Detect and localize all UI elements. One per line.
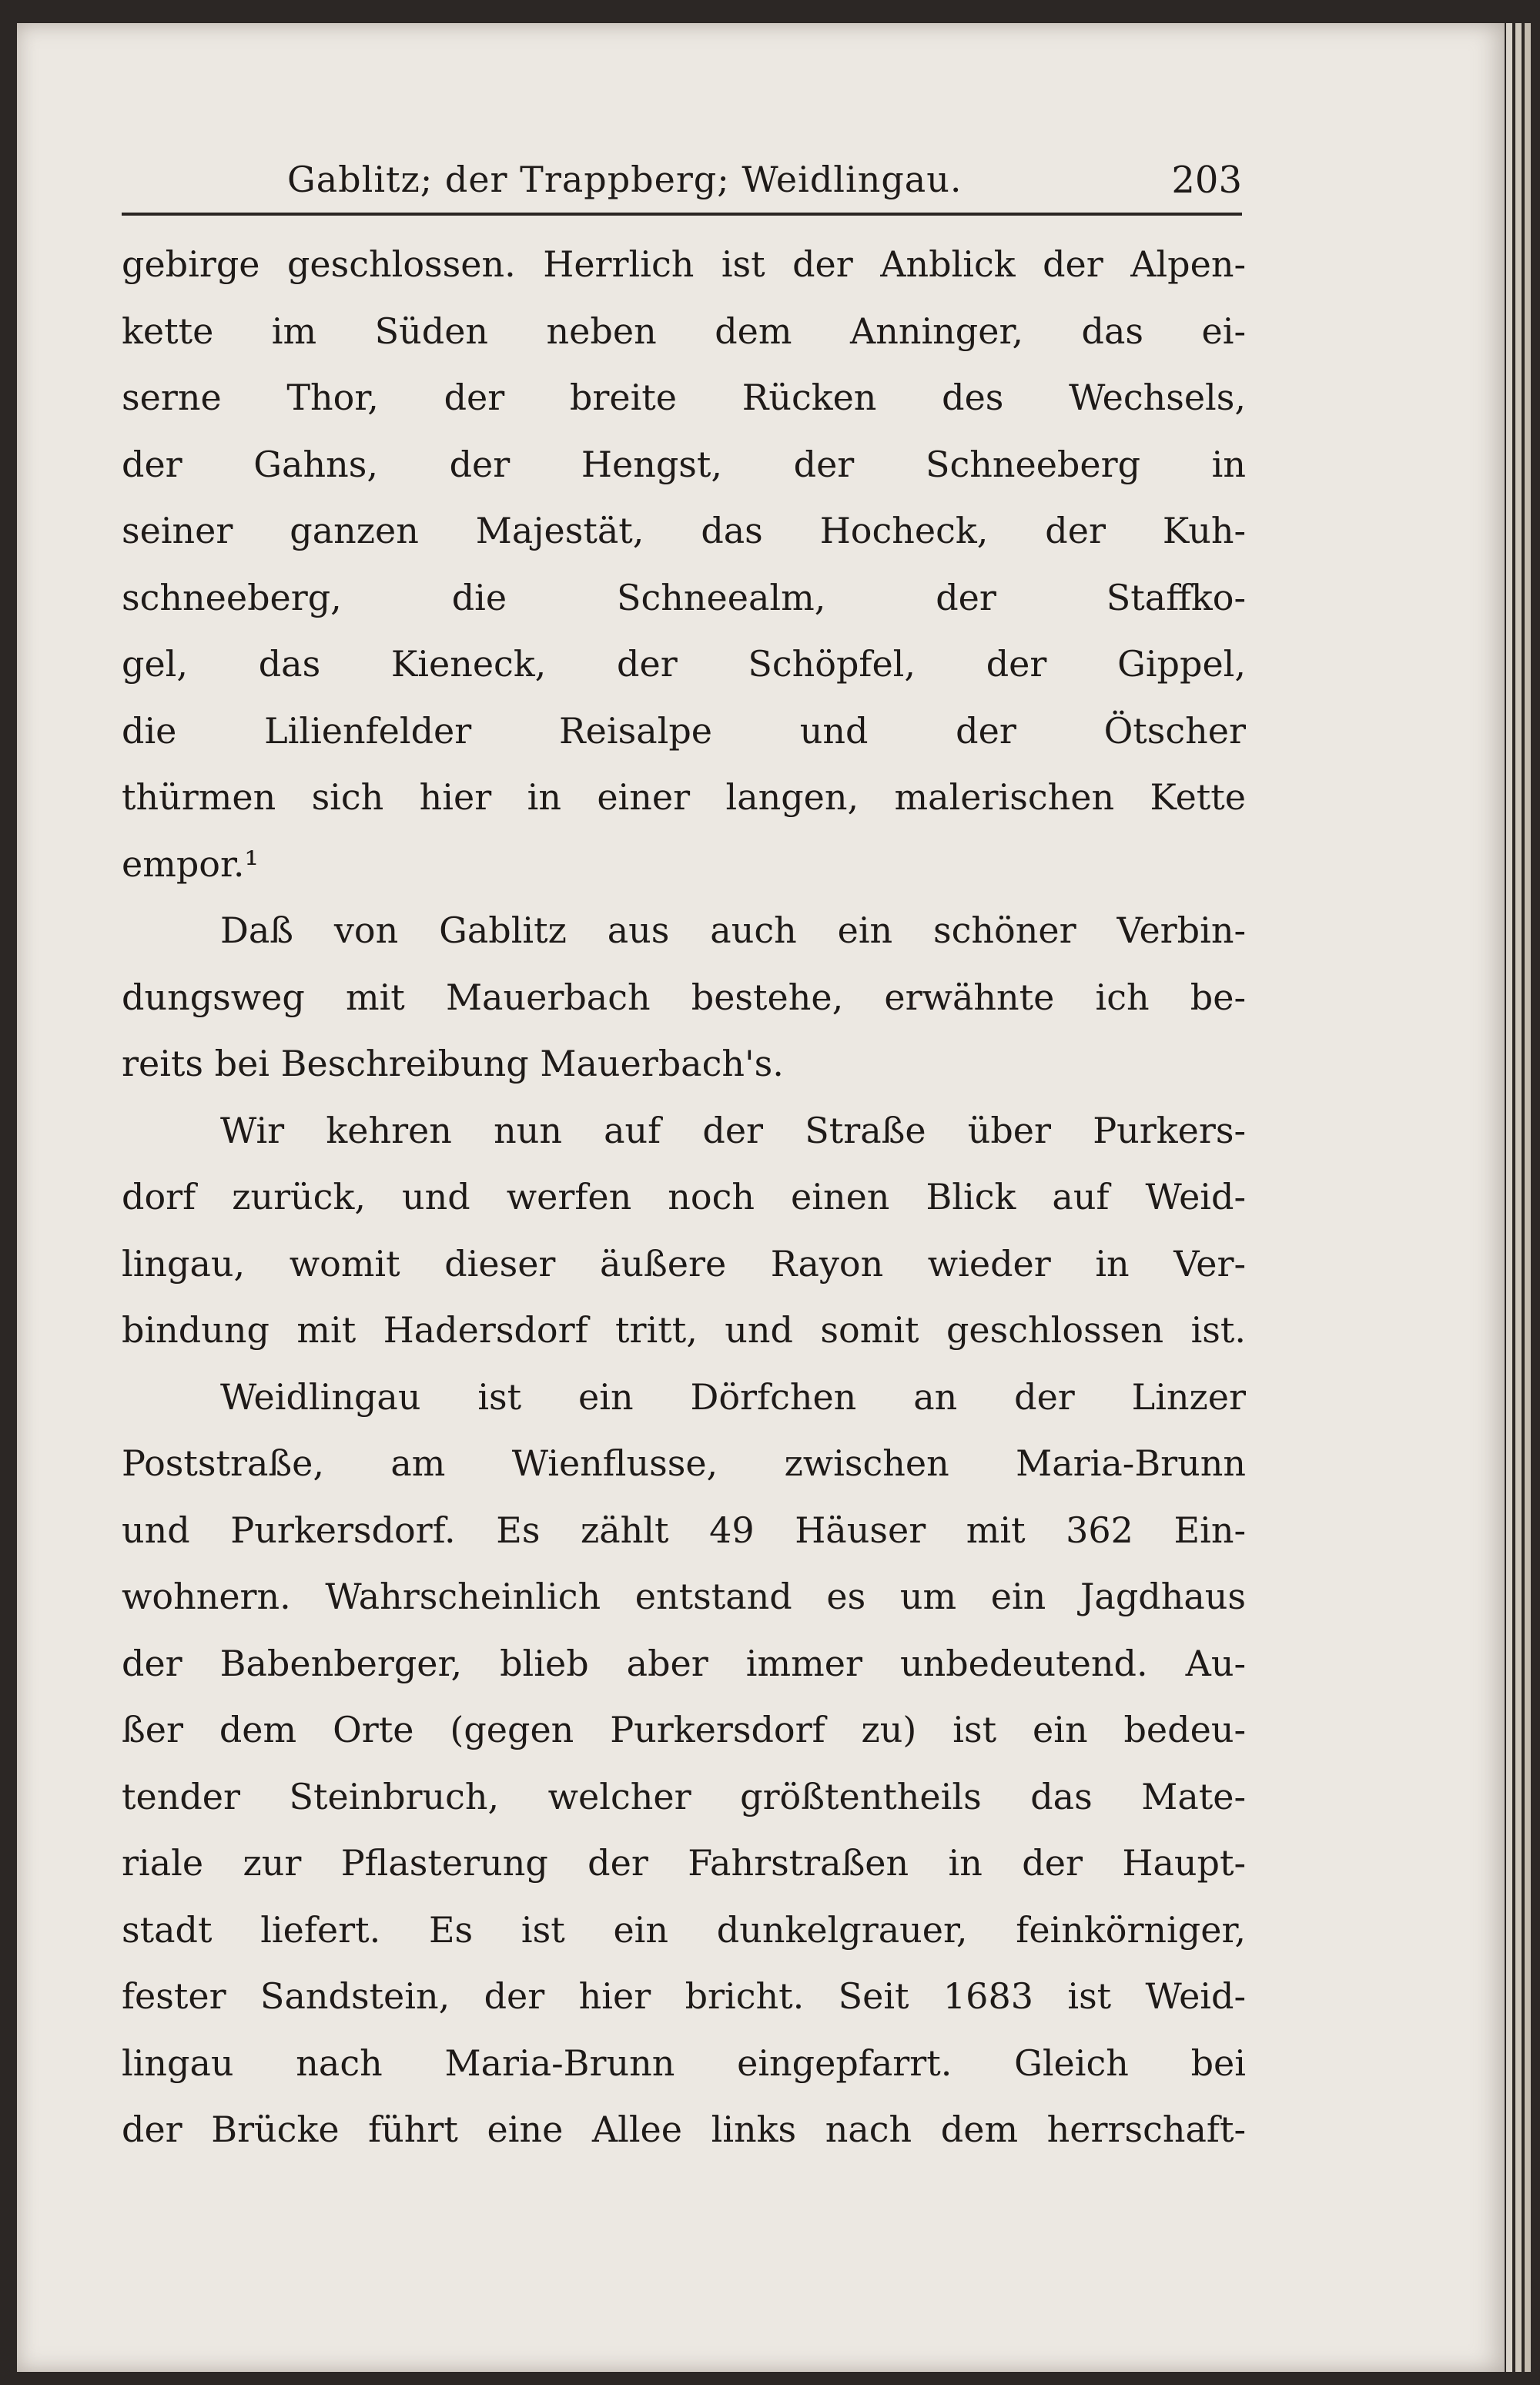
text-line: Poststraße, am Wienflusse, zwischen Maria-Brunn	[122, 1442, 1246, 1484]
text-line: lingau nach Maria-Brunn eingepfarrt. Gleich bei	[122, 2042, 1246, 2084]
text-line: der Gahns, der Hengst, der Schneeberg in	[122, 443, 1246, 485]
text-line: schneeberg, die Schneealm, der Staffko-	[122, 576, 1246, 618]
text-line: gebirge geschlossen. Herrlich ist der Anblick der Alpen-	[122, 243, 1246, 285]
text-line: Wir kehren nun auf der Straße über Purkers-	[220, 1109, 1246, 1151]
text-line: ßer dem Orte (gegen Purkersdorf zu) ist ein bedeu-	[122, 1709, 1246, 1750]
text-line: tender Steinbruch, welcher größtentheils das Mate-	[122, 1775, 1246, 1817]
text-line: bindung mit Hadersdorf tritt, und somit geschlossen ist.	[122, 1309, 1246, 1351]
body-text	[122, 231, 1246, 2163]
text-line: die Lilienfelder Reisalpe und der Ötscher	[122, 709, 1246, 752]
text-line: lingau, womit dieser äußere Rayon wieder in Ver-	[122, 1242, 1246, 1285]
text-line: kette im Süden neben dem Anninger, das ei-	[122, 310, 1246, 352]
text-line: Weidlingau ist ein Dörfchen an der Linzer	[220, 1375, 1246, 1418]
text-line: der Brücke führt eine Allee links nach dem herrschaft-	[122, 2109, 1246, 2150]
page-edge	[1525, 23, 1531, 2372]
text-line: der Babenberger, blieb aber immer unbedeutend. Au-	[122, 1642, 1246, 1684]
page-header	[122, 154, 1242, 216]
text-line: stadt liefert. Es ist ein dunkelgrauer, feinkörniger,	[122, 1908, 1246, 1951]
header-rule	[122, 213, 1242, 216]
text-line: wohnern. Wahrscheinlich entstand es um ein Jagdhaus	[122, 1576, 1246, 1617]
text-line: seiner ganzen Majestät, das Hocheck, der Kuh-	[122, 510, 1246, 551]
running-head: Gablitz; der Trappberg; Weidlingau.	[287, 159, 962, 200]
text-line: fester Sandstein, der hier bricht. Seit 1683 ist Weid-	[122, 1975, 1246, 2017]
page-edge	[1506, 23, 1512, 2372]
text-line: Daß von Gablitz aus auch ein schöner Verbin-	[220, 909, 1246, 951]
page-number: 203	[1171, 159, 1242, 202]
text-line: dorf zurück, und werfen noch einen Blick auf Weid-	[122, 1176, 1246, 1218]
text-line: gel, das Kieneck, der Schöpfel, der Gippel,	[122, 643, 1246, 685]
page-edge	[1515, 23, 1522, 2372]
text-line: reits bei Beschreibung Mauerbach's.	[122, 1043, 784, 1084]
text-line: thürmen sich hier in einer langen, malerischen Kette	[122, 776, 1246, 818]
text-line: dungsweg mit Mauerbach bestehe, erwähnte ich be-	[122, 976, 1246, 1018]
text-line: empor.¹	[122, 842, 259, 885]
text-line: und Purkersdorf. Es zählt 49 Häuser mit 362 Ein-	[122, 1509, 1246, 1551]
text-line: riale zur Pflasterung der Fahrstraßen in der Haupt-	[122, 1842, 1246, 1884]
text-line: serne Thor, der breite Rücken des Wechsels,	[122, 377, 1246, 418]
